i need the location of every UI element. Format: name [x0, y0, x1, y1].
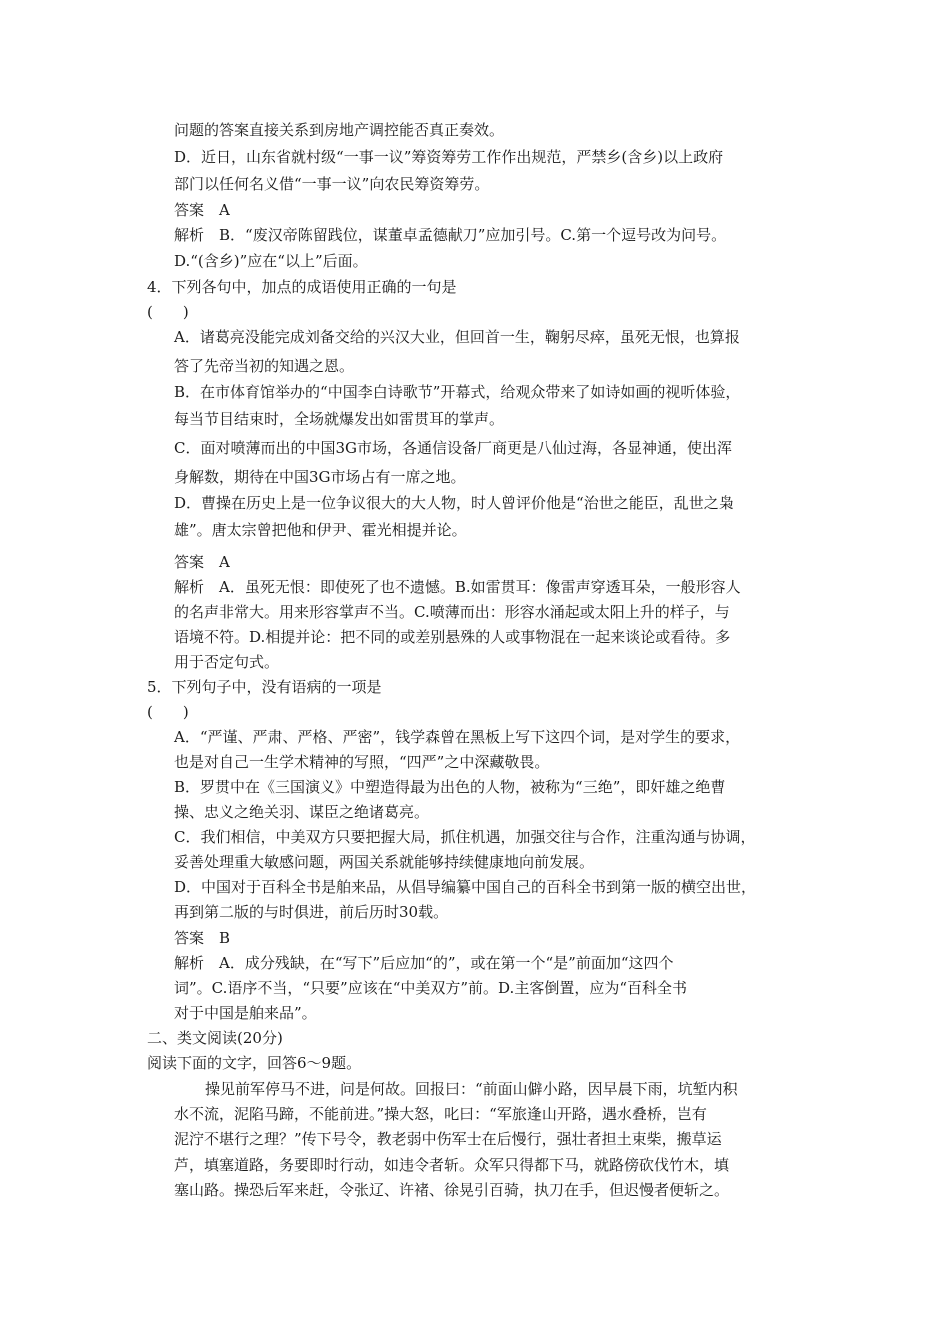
text-line: 问题的答案直接关系到房地产调控能否真正奏效。 — [174, 121, 505, 139]
text-line: 芦，填塞道路，务要即时行动，如违令者斩。众军只得都下马，就路傍砍伐竹木，填 — [174, 1156, 730, 1174]
text-line: 身解数，期待在中国3G市场占有一席之地。 — [174, 468, 466, 486]
text-line: 词”。C.语序不当，“只要”应该在“中美双方”前。D.主客倒置，应为“百科全书 — [174, 979, 687, 997]
text-line: C．我们相信，中美双方只要把握大局，抓住机遇，加强交往与合作，注重沟通与协调， — [174, 828, 756, 846]
text-line: B．罗贯中在《三国演义》中塑造得最为出色的人物，被称为“三绝”，即奸雄之绝曹 — [174, 778, 726, 796]
text-line: 4．下列各句中，加点的成语使用正确的一句是 — [147, 278, 457, 296]
text-line: A．“严谨、严肃、严格、严密”，钱学森曾在黑板上写下这四个词，是对学生的要求， — [174, 728, 741, 746]
text-line: 解析 A．成分残缺，在“写下”后应加“的”，或在第一个“是”前面加“这四个 — [174, 954, 674, 972]
text-line: A．诸葛亮没能完成刘备交给的兴汉大业，但回首一生，鞠躬尽瘁，虽死无恨，也算报 — [174, 328, 740, 346]
text-line: 解析 A．虽死无恨：即使死了也不遗憾。B.如雷贯耳：像雷声穿透耳朵，一般形容人 — [174, 578, 741, 596]
text-line: 解析 B．“废汉帝陈留践位，谋董卓孟德献刀”应加引号。C.第一个逗号改为问号。 — [174, 226, 727, 244]
text-line: 每当节目结束时，全场就爆发出如雷贯耳的掌声。 — [174, 410, 505, 428]
text-line: 塞山路。操恐后军来赶，令张辽、许褚、徐晃引百骑，执刀在手，但迟慢者便斩之。 — [174, 1181, 730, 1199]
text-line: 妥善处理重大敏感问题，两国关系就能够持续健康地向前发展。 — [174, 853, 595, 871]
text-line: D．曹操在历史上是一位争议很大的大人物，时人曾评价他是“治世之能臣，乱世之枭 — [174, 494, 734, 512]
text-line: B．在市体育馆举办的“中国李白诗歌节”开幕式，给观众带来了如诗如画的视听体验， — [174, 383, 741, 401]
text-line: 部门以任何名义借“一事一议”向农民筹资筹劳。 — [174, 175, 490, 193]
text-line: D．近日，山东省就村级“一事一议”筹资筹劳工作作出规范，严禁乡(含乡)以上政府 — [174, 148, 724, 166]
text-line: 再到第二版的与时俱进，前后历时30载。 — [174, 903, 449, 921]
text-line: 的名声非常大。用来形容掌声不当。C.喷薄而出：形容水涌起或太阳上升的样子，与 — [174, 603, 730, 621]
text-line: 阅读下面的文字，回答6～9题。 — [147, 1054, 362, 1072]
text-line: 操、忠义之绝关羽、谋臣之绝诸葛亮。 — [174, 803, 430, 821]
text-line: 5．下列句子中，没有语病的一项是 — [147, 678, 382, 696]
text-line: 语境不符。D.相提并论：把不同的或差别悬殊的人或事物混在一起来谈论或看待。多 — [174, 628, 731, 646]
text-line: 泥泞不堪行之理？”传下号令，教老弱中伤军士在后慢行，强壮者担土束柴，搬草运 — [174, 1130, 722, 1148]
text-line: ( ) — [147, 703, 189, 721]
text-line: 答了先帝当初的知遇之恩。 — [174, 357, 355, 375]
text-line: D．中国对于百科全书是舶来品，从倡导编纂中国自己的百科全书到第一版的横空出世， — [174, 878, 757, 896]
text-line: 答案 A — [174, 201, 230, 219]
text-line: 二、类文阅读(20分) — [147, 1029, 283, 1047]
text-line: 对于中国是舶来品”。 — [174, 1004, 317, 1022]
text-line: 用于否定句式。 — [174, 653, 280, 671]
text-line: 答案 B — [174, 929, 231, 947]
text-line: C．面对喷薄而出的中国3G市场，各通信设备厂商更是八仙过海，各显神通，使出浑 — [174, 439, 733, 457]
text-line: 答案 A — [174, 553, 230, 571]
text-line: ( ) — [147, 303, 189, 321]
text-line: 水不流，泥陷马蹄，不能前进。”操大怒，叱曰：“军旅逢山开路，遇水叠桥，岂有 — [174, 1105, 707, 1123]
text-line: 也是对自己一生学术精神的写照，“四严”之中深藏敬畏。 — [174, 753, 550, 771]
text-line: D.“(含乡)”应在“以上”后面。 — [174, 252, 368, 270]
text-line: 雄”。唐太宗曾把他和伊尹、霍光相提并论。 — [174, 521, 467, 539]
text-line: 操见前军停马不进，问是何故。回报曰：“前面山僻小路，因早晨下雨，坑堑内积 — [205, 1080, 738, 1098]
